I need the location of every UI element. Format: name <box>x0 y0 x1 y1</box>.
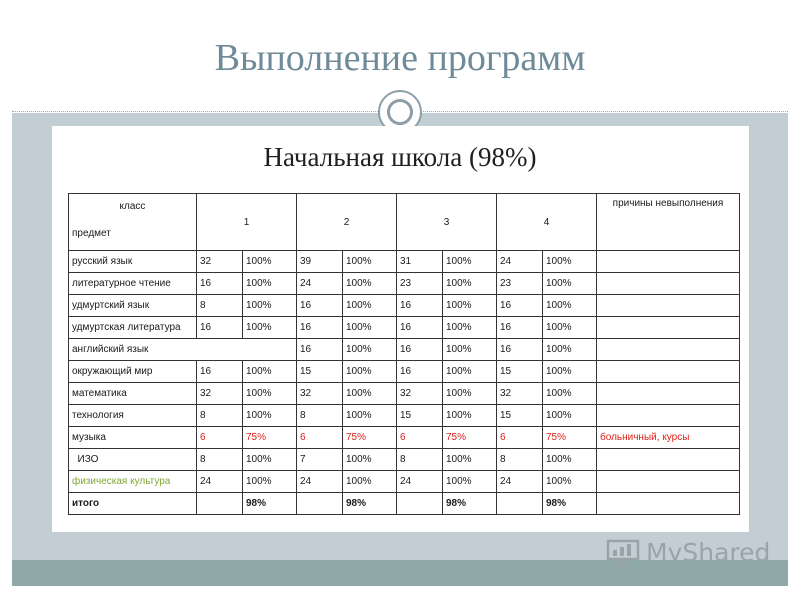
hours-cell: 6 <box>297 427 343 449</box>
percent-cell: 100% <box>243 405 297 427</box>
hours-cell: 24 <box>297 273 343 295</box>
hours-cell: 24 <box>397 471 443 493</box>
percent-cell: 98% <box>243 493 297 515</box>
percent-cell: 98% <box>443 493 497 515</box>
header-grade-4: 4 <box>497 194 597 251</box>
subject-cell: русский язык <box>69 251 197 273</box>
percent-cell: 100% <box>443 361 497 383</box>
percent-cell: 100% <box>443 405 497 427</box>
percent-cell: 100% <box>343 449 397 471</box>
hours-cell: 32 <box>397 383 443 405</box>
percent-cell: 100% <box>543 405 597 427</box>
reason-cell <box>597 449 740 471</box>
percent-cell: 100% <box>243 273 297 295</box>
hours-cell: 39 <box>297 251 343 273</box>
hours-cell: 15 <box>497 361 543 383</box>
percent-cell: 100% <box>543 383 597 405</box>
hours-cell: 23 <box>497 273 543 295</box>
hours-cell: 16 <box>297 339 343 361</box>
reason-cell <box>597 273 740 295</box>
reason-cell <box>597 295 740 317</box>
subject-cell: литературное чтение <box>69 273 197 295</box>
percent-cell: 100% <box>543 295 597 317</box>
subject-cell: технология <box>69 405 197 427</box>
table-row <box>69 471 740 493</box>
percent-cell: 100% <box>343 361 397 383</box>
header-subject-label: предмет <box>72 228 111 239</box>
percent-cell: 100% <box>343 471 397 493</box>
hours-cell: 8 <box>197 449 243 471</box>
hours-cell: 32 <box>297 383 343 405</box>
percent-cell: 100% <box>543 449 597 471</box>
percent-cell: 100% <box>543 251 597 273</box>
table-row <box>69 383 740 405</box>
header-reasons: причины невыполнения <box>597 194 740 251</box>
reason-cell: больничный, курсы <box>597 427 740 449</box>
hours-cell <box>197 493 243 515</box>
header-grade-1: 1 <box>197 194 297 251</box>
hours-cell: 15 <box>497 405 543 427</box>
header-class-subject <box>69 194 197 251</box>
percent-cell: 100% <box>243 449 297 471</box>
hours-cell: 16 <box>197 361 243 383</box>
percent-cell: 100% <box>343 405 397 427</box>
percent-cell: 100% <box>243 471 297 493</box>
hours-cell: 15 <box>297 361 343 383</box>
table-row <box>69 317 740 339</box>
percent-cell: 100% <box>543 317 597 339</box>
subject-cell: музыка <box>69 427 197 449</box>
percent-cell: 100% <box>443 251 497 273</box>
percent-cell: 100% <box>543 471 597 493</box>
slide-title: Выполнение программ <box>214 37 586 79</box>
subject-cell: удмуртская литература <box>69 317 197 339</box>
percent-cell: 100% <box>443 471 497 493</box>
reason-cell <box>597 493 740 515</box>
table-row <box>69 405 740 427</box>
table-header-row <box>69 194 740 251</box>
percent-cell: 100% <box>443 383 497 405</box>
percent-cell: 100% <box>343 295 397 317</box>
hours-cell: 32 <box>197 251 243 273</box>
watermark-logo <box>606 536 776 572</box>
subject-cell: ИЗО <box>69 449 197 471</box>
hours-cell: 24 <box>497 471 543 493</box>
percent-cell: 100% <box>243 361 297 383</box>
subject-cell: физическая культура <box>69 471 197 493</box>
percent-cell: 100% <box>243 295 297 317</box>
hours-cell: 16 <box>497 339 543 361</box>
reason-cell <box>597 361 740 383</box>
percent-cell: 100% <box>343 317 397 339</box>
slide-subtitle: Начальная школа (98%) <box>263 142 537 172</box>
hours-cell: 16 <box>397 361 443 383</box>
hours-cell: 24 <box>197 471 243 493</box>
hours-cell: 16 <box>297 317 343 339</box>
reason-cell <box>597 405 740 427</box>
hours-cell: 15 <box>397 405 443 427</box>
hours-cell: 24 <box>497 251 543 273</box>
percent-cell: 100% <box>543 361 597 383</box>
hours-cell: 24 <box>297 471 343 493</box>
table-total-row <box>69 493 740 515</box>
percent-cell: 75% <box>343 427 397 449</box>
percent-cell: 100% <box>443 449 497 471</box>
percent-cell: 75% <box>543 427 597 449</box>
watermark-text: MyShared <box>646 538 771 567</box>
percent-cell: 100% <box>243 317 297 339</box>
hours-cell: 6 <box>397 427 443 449</box>
hours-cell: 16 <box>397 339 443 361</box>
percent-cell: 98% <box>543 493 597 515</box>
hours-cell: 16 <box>297 295 343 317</box>
hours-cell: 16 <box>497 317 543 339</box>
program-completion-table <box>68 193 740 515</box>
percent-cell: 100% <box>343 339 397 361</box>
percent-cell: 100% <box>543 273 597 295</box>
subject-cell: окружающий мир <box>69 361 197 383</box>
subject-cell: итого <box>69 493 197 515</box>
hours-cell: 8 <box>497 449 543 471</box>
hours-cell: 16 <box>397 295 443 317</box>
percent-cell: 100% <box>443 339 497 361</box>
hours-cell: 8 <box>297 405 343 427</box>
table-row <box>69 339 740 361</box>
hours-cell <box>297 493 343 515</box>
reason-cell <box>597 471 740 493</box>
hours-cell: 6 <box>197 427 243 449</box>
header-class-label: класс <box>119 201 146 212</box>
hours-cell: 6 <box>497 427 543 449</box>
hours-cell: 16 <box>497 295 543 317</box>
percent-cell: 75% <box>443 427 497 449</box>
header-grade-3: 3 <box>397 194 497 251</box>
hours-cell: 32 <box>197 383 243 405</box>
hours-cell: 16 <box>397 317 443 339</box>
presentation-board-icon <box>606 538 642 570</box>
table-row <box>69 251 740 273</box>
hours-cell: 8 <box>197 295 243 317</box>
percent-cell: 100% <box>343 251 397 273</box>
hours-cell: 7 <box>297 449 343 471</box>
percent-cell: 100% <box>443 273 497 295</box>
hours-cell: 32 <box>497 383 543 405</box>
percent-cell: 100% <box>243 251 297 273</box>
percent-cell: 100% <box>243 383 297 405</box>
header-grade-2: 2 <box>297 194 397 251</box>
hours-cell: 31 <box>397 251 443 273</box>
percent-cell: 100% <box>343 273 397 295</box>
percent-cell: 75% <box>243 427 297 449</box>
table-row <box>69 361 740 383</box>
subject-cell: математика <box>69 383 197 405</box>
hours-cell: 16 <box>197 317 243 339</box>
hours-cell: 16 <box>197 273 243 295</box>
reason-cell <box>597 251 740 273</box>
percent-cell: 100% <box>443 295 497 317</box>
hours-cell <box>397 493 443 515</box>
table-row <box>69 295 740 317</box>
reason-cell <box>597 317 740 339</box>
percent-cell: 100% <box>543 339 597 361</box>
hours-cell: 23 <box>397 273 443 295</box>
table-row <box>69 449 740 471</box>
subject-cell: удмуртский язык <box>69 295 197 317</box>
subject-cell: английский язык <box>69 339 297 361</box>
hours-cell: 8 <box>397 449 443 471</box>
table-row <box>69 273 740 295</box>
reason-cell <box>597 383 740 405</box>
percent-cell: 100% <box>443 317 497 339</box>
percent-cell: 100% <box>343 383 397 405</box>
percent-cell: 98% <box>343 493 397 515</box>
hours-cell: 8 <box>197 405 243 427</box>
table-row <box>69 427 740 449</box>
reason-cell <box>597 339 740 361</box>
hours-cell <box>497 493 543 515</box>
